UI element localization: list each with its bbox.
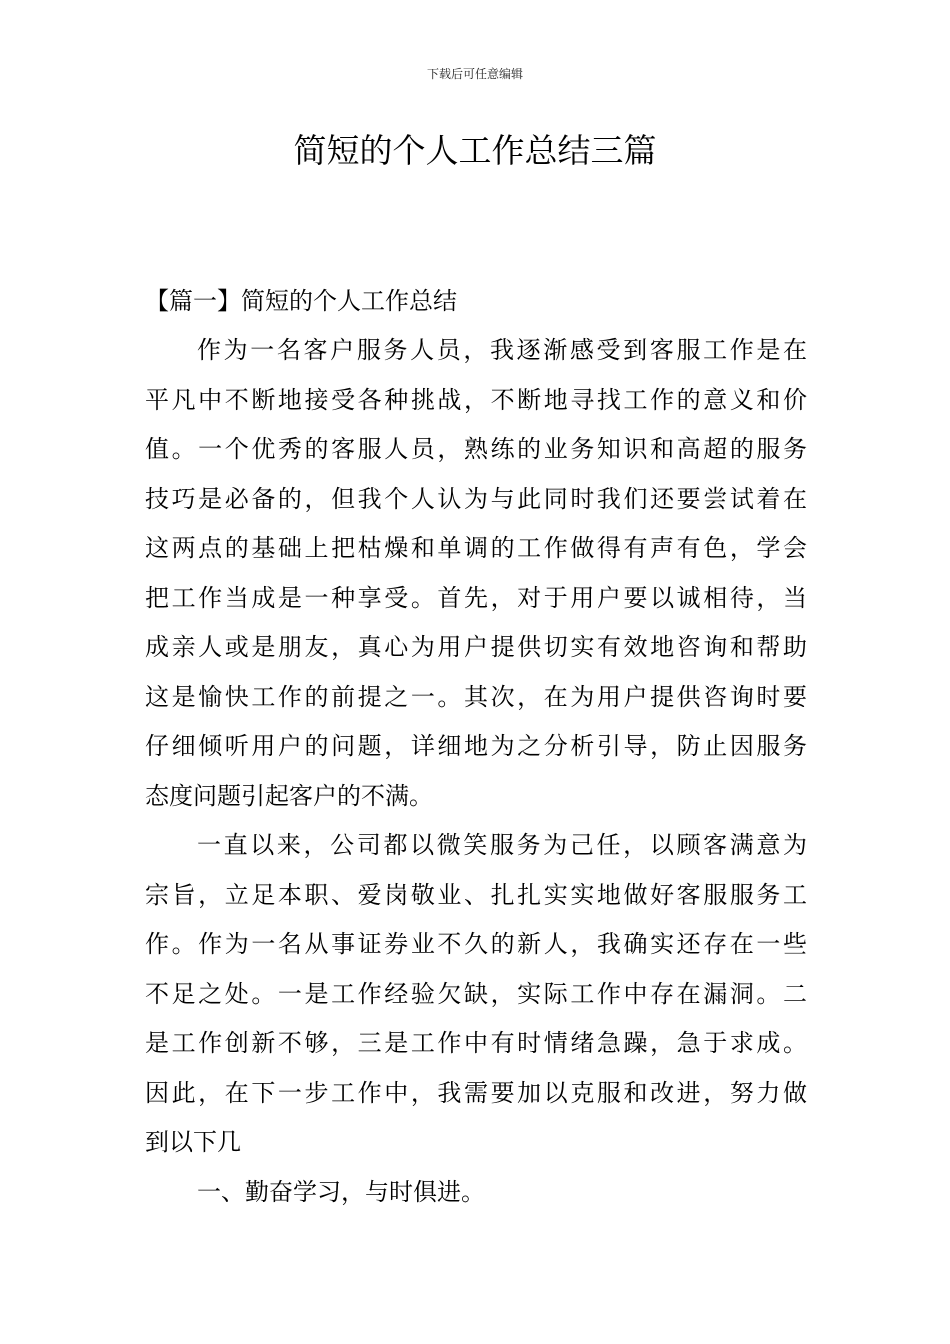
paragraph-line: 是工作创新不够，三是工作中有时情绪急躁，急于求成。 — [145, 1029, 807, 1057]
paragraph-line: 把工作当成是一种享受。首先，对于用户要以诚相待，当 — [145, 583, 807, 612]
paragraph-line: 仔细倾听用户的问题，详细地为之分析引导，防止因服务 — [145, 732, 807, 760]
paragraph-line: 技巧是必备的，但我个人认为与此同时我们还要尝试着在 — [145, 484, 807, 513]
paragraph-line: 这两点的基础上把枯燥和单调的工作做得有声有色，学会 — [145, 534, 807, 562]
section-heading: 【篇一】简短的个人工作总结 — [145, 287, 457, 315]
paragraph-line: 成亲人或是朋友，真心为用户提供切实有效地咨询和帮助 — [145, 633, 807, 661]
paragraph-line: 宗旨，立足本职、爱岗敬业、扎扎实实地做好客服服务工 — [145, 880, 807, 909]
paragraph-line: 平凡中不断地接受各种挑战，不断地寻找工作的意义和价 — [145, 385, 807, 414]
document-body — [145, 276, 807, 1217]
header-note: 下载后可任意编辑 — [426, 67, 523, 81]
paragraph-line: 这是愉快工作的前提之一。其次，在为用户提供咨询时要 — [145, 682, 807, 711]
paragraph-line: 作为一名客户服务人员，我逐渐感受到客服工作是在 — [197, 336, 807, 364]
paragraph-line: 一直以来，公司都以微笑服务为己任，以顾客满意为 — [197, 831, 807, 859]
paragraph-2 — [145, 821, 807, 1168]
document-title: 简短的个人工作总结三篇 — [293, 131, 657, 170]
paragraph-line: 作。作为一名从事证券业不久的新人，我确实还存在一些 — [145, 930, 807, 958]
paragraph-line: 值。一个优秀的客服人员，熟练的业务知识和高超的服务 — [145, 435, 807, 463]
paragraph-line: 因此，在下一步工作中，我需要加以克服和改进，努力做 — [145, 1078, 807, 1107]
paragraph-3 — [145, 1168, 807, 1218]
paragraph-line: 不足之处。一是工作经验欠缺，实际工作中存在漏洞。二 — [145, 979, 807, 1008]
paragraph-1 — [145, 326, 807, 821]
paragraph-line: 一、勤奋学习，与时俱进。 — [197, 1177, 485, 1206]
paragraph-line: 到以下几 — [145, 1128, 241, 1156]
paragraph-line: 态度问题引起客户的不满。 — [145, 781, 433, 810]
